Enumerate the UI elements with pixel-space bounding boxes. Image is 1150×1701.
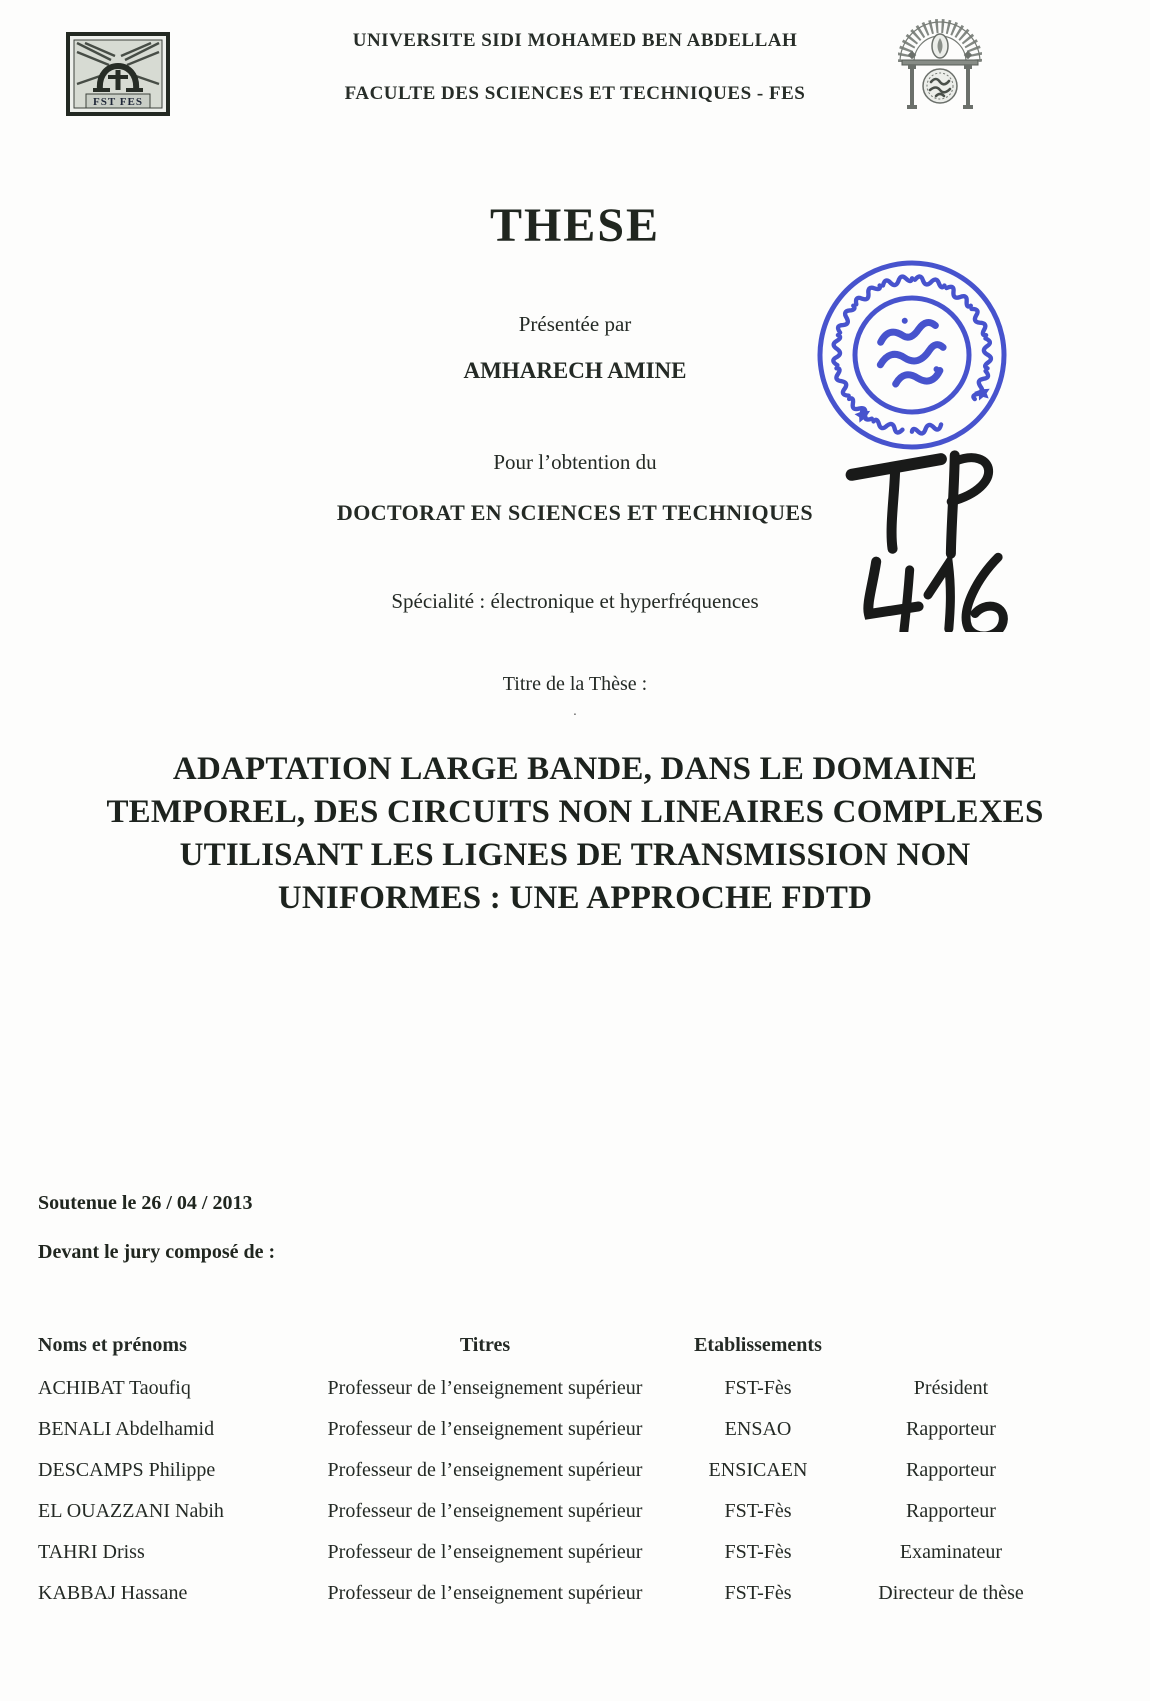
jury-member-role: Rapporteur	[906, 1500, 996, 1522]
jury-member-role: Rapporteur	[906, 1459, 996, 1481]
thesis-title-label: Titre de la Thèse :	[502, 673, 648, 695]
column-header-roles	[856, 1322, 1046, 1368]
jury-member-role: Directeur de thèse	[878, 1582, 1024, 1604]
degree-name: DOCTORAT EN SCIENCES ET TECHNIQUES	[336, 500, 814, 525]
thesis-title	[0, 748, 1150, 920]
thesis-title-line: UTILISANT LES LIGNES DE TRANSMISSION NON	[179, 837, 971, 873]
jury-member-institution: FST-Fès	[724, 1377, 792, 1399]
column-header-institutions: Etablissements	[694, 1333, 822, 1356]
jury-member-institution: FST-Fès	[724, 1500, 792, 1522]
author-name: AMHARECH AMINE	[463, 358, 687, 383]
specialty-line: Spécialité : électronique et hyperfréquences	[391, 589, 759, 613]
jury-member-name: DESCAMPS Philippe	[38, 1459, 216, 1481]
jury-member-title: Professeur de l’enseignement supérieur	[327, 1418, 643, 1440]
jury-member-institution: ENSAO	[724, 1418, 792, 1440]
faculty-name: FACULTE DES SCIENCES ET TECHNIQUES - FES	[344, 83, 806, 104]
thesis-title-line: UNIFORMES : UNE APPROCHE FDTD	[277, 880, 873, 916]
for-obtaining-label: Pour l’obtention du	[493, 450, 657, 474]
column-header-names: Noms et prénoms	[38, 1333, 187, 1356]
university-name: UNIVERSITE SIDI MOHAMED BEN ABDELLAH	[352, 30, 798, 51]
jury-member-institution: FST-Fès	[724, 1582, 792, 1604]
jury-member-name: EL OUAZZANI Nabih	[38, 1500, 224, 1522]
scan-dot-artifact: ·	[572, 708, 578, 723]
jury-member-role: Rapporteur	[906, 1418, 996, 1440]
jury-member-role: Président	[913, 1377, 989, 1399]
jury-table	[38, 1322, 1098, 1614]
jury-member-title: Professeur de l’enseignement supérieur	[327, 1377, 643, 1399]
jury-member-name: TAHRI Driss	[38, 1541, 145, 1563]
jury-member-name: BENALI Abdelhamid	[38, 1418, 215, 1440]
jury-intro: Devant le jury composé de :	[38, 1241, 276, 1263]
jury-member-institution: ENSICAEN	[708, 1459, 808, 1481]
jury-member-title: Professeur de l’enseignement supérieur	[327, 1500, 643, 1522]
jury-member-institution: FST-Fès	[724, 1541, 792, 1563]
jury-member-title: Professeur de l’enseignement supérieur	[327, 1459, 643, 1481]
jury-member-name: KABBAJ Hassane	[38, 1582, 188, 1604]
thesis-title-line: TEMPOREL, DES CIRCUITS NON LINEAIRES COMPLEXES	[106, 794, 1044, 830]
jury-member-title: Professeur de l’enseignement supérieur	[327, 1541, 643, 1563]
jury-member-title: Professeur de l’enseignement supérieur	[327, 1582, 643, 1604]
jury-member-role: Examinateur	[899, 1541, 1003, 1563]
defense-date: Soutenue le 26 / 04 / 2013	[38, 1192, 253, 1214]
document-type-title: THESE	[489, 199, 661, 252]
university-stamp	[813, 256, 1011, 454]
thesis-title-line: ADAPTATION LARGE BANDE, DANS LE DOMAINE	[172, 751, 978, 787]
fst-fes-label: FST FES	[93, 96, 143, 108]
jury-member-name: ACHIBAT Taoufiq	[38, 1377, 191, 1399]
column-header-titles: Titres	[459, 1333, 511, 1356]
presented-by-label: Présentée par	[518, 312, 632, 336]
